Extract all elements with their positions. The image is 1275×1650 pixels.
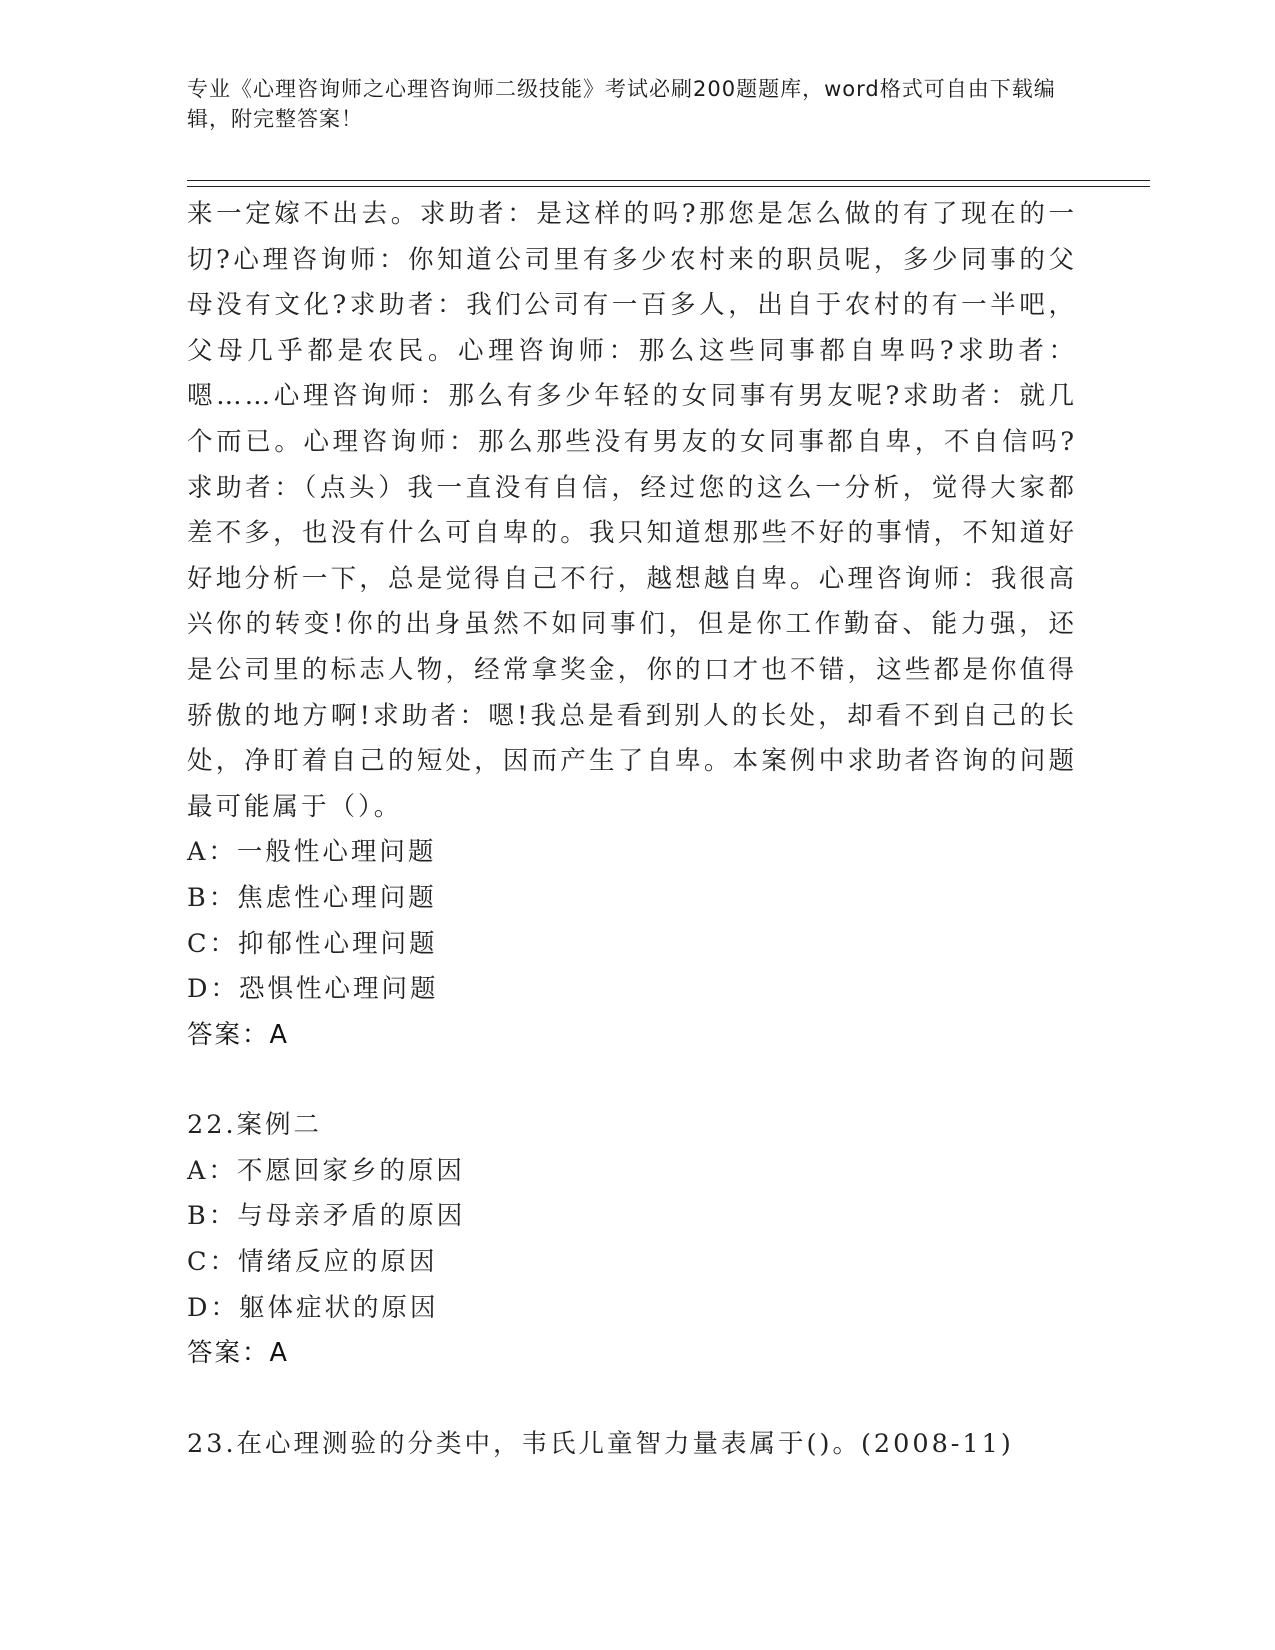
- question-21-passage: 来一定嫁不出去。求助者：是这样的吗?那您是怎么做的有了现在的一切?心理咨询师：你知道公司里有多少农村来的职员呢，多少同事的父母没有文化?求助者：我们公司有一百多人，出自于农村的有一半吧，父母几乎都是农民。心理咨询师：那么这些同事都自卑吗?求助者：嗯……心理咨询师：那么有多少年轻的女同事有男友呢?求助者：就几个而已。心理咨询师：那么那些没有男友的女同事都自卑，不自信吗?求助者：（点头）我一直没有自信，经过您的这么一分析，觉得大家都差不多，也没有什么可自卑的。我只知道想那些不好的事情，不知道好好地分析一下，总是觉得自己不行，越想越自卑。心理咨询师：我很高兴你的转变!你的出身虽然不如同事们，但是你工作勤奋、能力强，还是公司里的标志人物，经常拿奖金，你的口才也不错，这些都是你值得骄傲的地方啊!求助者：嗯!我总是看到别人的长处，却看不到自己的长处，净盯着自己的短处，因而产生了自卑。本案例中求助者咨询的问题最可能属于（）。: [187, 199, 1077, 822]
- question-23-title: 23.在心理测验的分类中，韦氏儿童智力量表属于()。(2008-11): [187, 1428, 1014, 1459]
- question-21-answer: 答案：A: [187, 1019, 289, 1050]
- question-21-option-b: B：焦虑性心理问题: [187, 882, 437, 913]
- question-21: [187, 192, 1077, 1058]
- question-22-option-b: B：与母亲矛盾的原因: [187, 1201, 466, 1232]
- question-22-option-d: D：躯体症状的原因: [187, 1292, 439, 1323]
- question-22-answer: 答案：A: [187, 1338, 289, 1369]
- question-22-option-c: C：情绪反应的原因: [187, 1247, 438, 1278]
- question-22: [187, 1103, 1077, 1377]
- spacer: [187, 1058, 1077, 1103]
- header-rule-bottom: [187, 186, 1150, 187]
- question-21-option-a: A：一般性心理问题: [187, 837, 437, 868]
- question-21-option-c: C：抑郁性心理问题: [187, 928, 438, 959]
- document-header: [187, 74, 1087, 134]
- document-body: [187, 192, 1077, 1467]
- question-23: [187, 1422, 1077, 1468]
- question-21-option-d: D：恐惧性心理问题: [187, 974, 439, 1005]
- question-22-option-a: A：不愿回家乡的原因: [187, 1155, 465, 1186]
- spacer: [187, 1377, 1077, 1422]
- header-rule-top: [187, 180, 1150, 181]
- question-22-title: 22.案例二: [187, 1110, 323, 1141]
- header-title: 专业《心理咨询师之心理咨询师二级技能》考试必刷200题题库，word格式可自由下载编辑，附完整答案！: [187, 77, 1056, 131]
